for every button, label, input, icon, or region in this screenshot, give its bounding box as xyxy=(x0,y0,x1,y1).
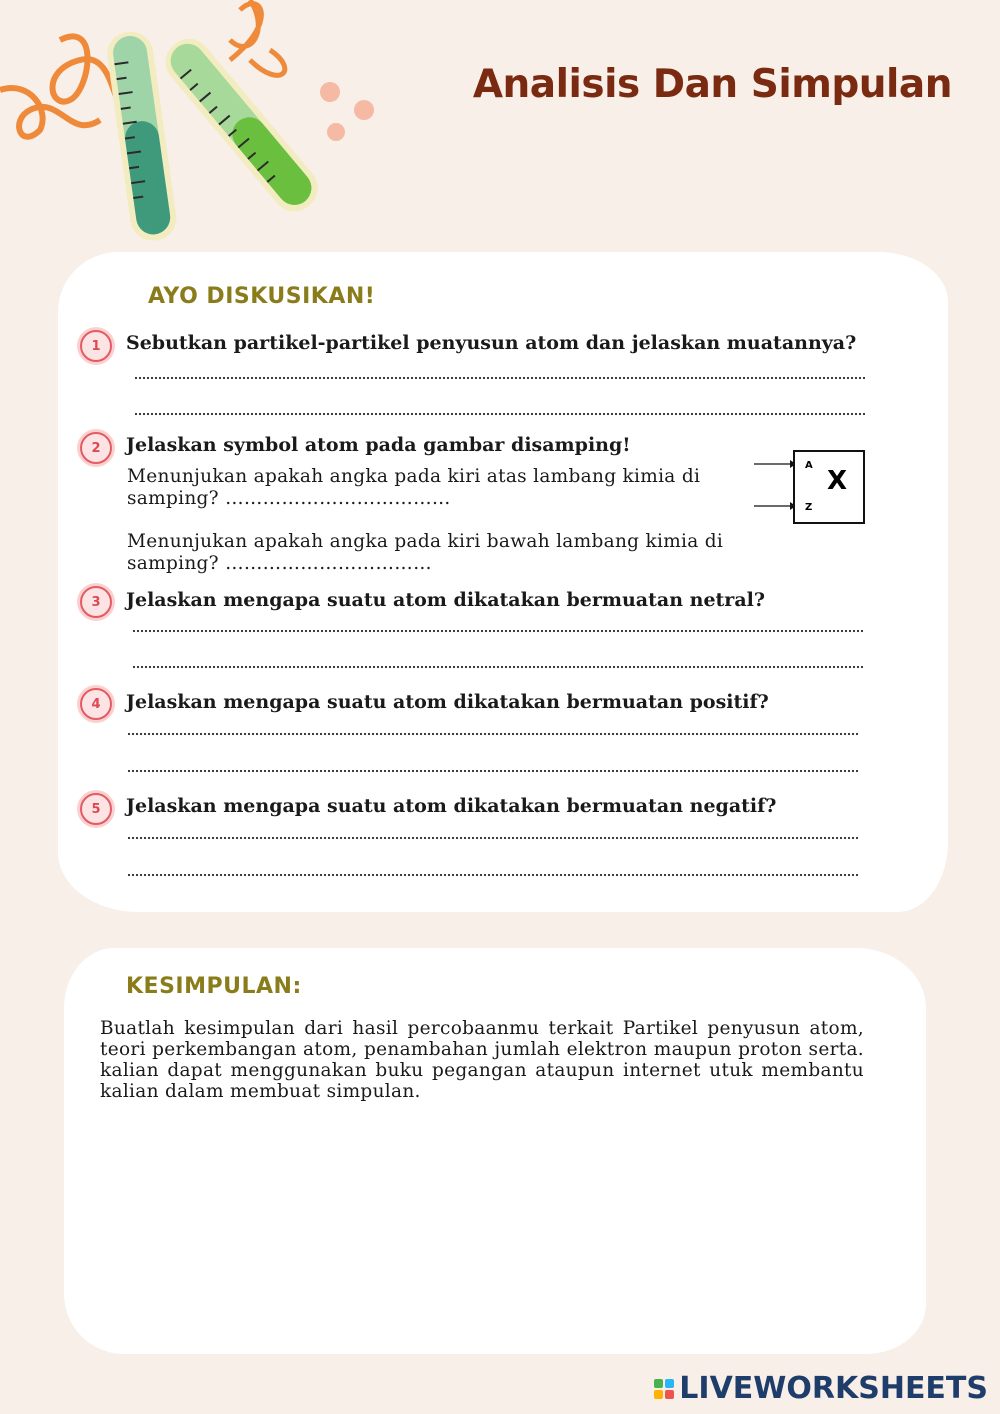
answer-line-1b[interactable] xyxy=(134,412,865,416)
question-4-text: Jelaskan mengapa suatu atom dikatakan bermuatan positif? xyxy=(126,691,769,713)
question-number-badge: 1 xyxy=(80,330,112,362)
question-number-badge: 2 xyxy=(80,432,112,464)
conclusion-heading: KESIMPULAN: xyxy=(126,974,302,999)
question-1-text: Sebutkan partikel-partikel penyusun atom dan jelaskan muatannya? xyxy=(126,332,857,354)
question-2-sub-bottom[interactable]: Menunjukan apakah angka pada kiri bawah lambang kimia di samping? …………………………… xyxy=(127,531,724,574)
question-number-badge: 5 xyxy=(80,793,112,825)
atom-symbol-diagram xyxy=(793,450,865,524)
answer-line-1a[interactable] xyxy=(134,376,865,380)
brand-name: LIVEWORKSHEETS xyxy=(679,1371,988,1406)
answer-line-5a[interactable] xyxy=(127,836,858,840)
question-2-sub-top[interactable]: Menunjukan apakah angka pada kiri atas lambang kimia di samping? ……………………………… xyxy=(127,466,701,509)
element-symbol: X xyxy=(827,466,848,496)
question-2-text: Jelaskan symbol atom pada gambar disamping! xyxy=(126,434,631,456)
question-number-badge: 3 xyxy=(80,586,112,618)
answer-line-5b[interactable] xyxy=(127,873,858,877)
question-number-badge: 4 xyxy=(80,688,112,720)
conclusion-card[interactable] xyxy=(64,948,926,1354)
answer-line-3b[interactable] xyxy=(132,665,863,669)
brand-grid-icon xyxy=(654,1379,674,1399)
question-3-text: Jelaskan mengapa suatu atom dikatakan bermuatan netral? xyxy=(126,589,765,611)
arrow-icon xyxy=(752,456,796,516)
answer-line-3a[interactable] xyxy=(132,629,863,633)
discussion-heading: AYO DISKUSIKAN! xyxy=(148,284,376,309)
answer-line-4a[interactable] xyxy=(127,732,858,736)
atomic-number-label: Z xyxy=(805,502,813,513)
test-tubes-illustration xyxy=(0,0,400,250)
page-title: Analisis Dan Simpulan xyxy=(472,62,952,107)
answer-line-4b[interactable] xyxy=(127,769,858,773)
conclusion-instructions: Buatlah kesimpulan dari hasil percobaanmu terkait Partikel penyusun atom, teori perkembangan atom, penambahan jumlah elektron maupun proton serta. kalian dapat menggunakan buku pegangan ataupun internet utuk membantu kalian dalam membuat simpulan. xyxy=(100,1018,864,1102)
question-5-text: Jelaskan mengapa suatu atom dikatakan bermuatan negatif? xyxy=(126,795,777,817)
mass-number-label: A xyxy=(805,460,813,471)
liveworksheets-logo xyxy=(654,1371,988,1406)
